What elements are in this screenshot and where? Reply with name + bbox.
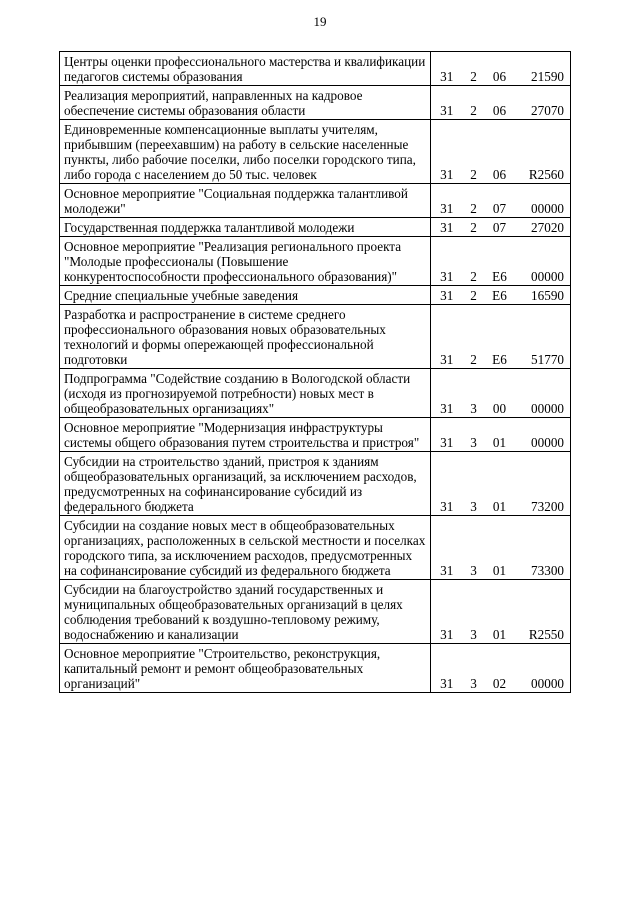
budget-table bbox=[59, 51, 571, 693]
row-name-cell: Основное мероприятие "Реализация регионального проекта "Молодые профессионалы (Повышение конкурентоспособности профессионального образования)" bbox=[60, 237, 431, 286]
table-row bbox=[60, 52, 571, 86]
row-code-gr-cell: 31 bbox=[431, 120, 463, 184]
row-code-gr-cell: 31 bbox=[431, 52, 463, 86]
table-row bbox=[60, 184, 571, 218]
row-code-ps-cell: 07 bbox=[485, 218, 515, 237]
table-row bbox=[60, 286, 571, 305]
table-row bbox=[60, 452, 571, 516]
row-code-pr-cell: 2 bbox=[463, 184, 485, 218]
row-code-gr-cell: 31 bbox=[431, 418, 463, 452]
row-code-pr-cell: 2 bbox=[463, 218, 485, 237]
row-name-cell: Основное мероприятие "Строительство, реконструкция, капитальный ремонт и ремонт общеобразовательных организаций" bbox=[60, 644, 431, 693]
row-code-ps-cell: Е6 bbox=[485, 286, 515, 305]
row-code-cs-cell: R2550 bbox=[515, 580, 571, 644]
row-name-cell: Подпрограмма "Содействие созданию в Вологодской области (исходя из прогнозируемой потребности) новых мест в общеобразовательных организациях" bbox=[60, 369, 431, 418]
row-code-cs-cell: 21590 bbox=[515, 52, 571, 86]
row-code-ps-cell: 01 bbox=[485, 516, 515, 580]
row-code-ps-cell: 01 bbox=[485, 452, 515, 516]
row-code-pr-cell: 2 bbox=[463, 52, 485, 86]
table-row bbox=[60, 237, 571, 286]
table-row bbox=[60, 580, 571, 644]
row-code-gr-cell: 31 bbox=[431, 184, 463, 218]
row-code-pr-cell: 3 bbox=[463, 452, 485, 516]
table-row bbox=[60, 516, 571, 580]
row-code-pr-cell: 2 bbox=[463, 86, 485, 120]
table-row bbox=[60, 218, 571, 237]
table-row bbox=[60, 305, 571, 369]
row-code-gr-cell: 31 bbox=[431, 580, 463, 644]
row-code-pr-cell: 3 bbox=[463, 644, 485, 693]
row-name-cell: Разработка и распространение в системе среднего профессионального образования новых образовательных технологий и формы опережающей профессиональной подготовки bbox=[60, 305, 431, 369]
row-code-ps-cell: 06 bbox=[485, 52, 515, 86]
row-name-cell: Субсидии на создание новых мест в общеобразовательных организациях, расположенных в сельской местности и поселках городского типа, за исключением расходов, предусмотренных на софинансирование субсидий из федерального бюджета bbox=[60, 516, 431, 580]
row-code-cs-cell: 51770 bbox=[515, 305, 571, 369]
row-code-cs-cell: 00000 bbox=[515, 418, 571, 452]
row-code-ps-cell: 06 bbox=[485, 86, 515, 120]
row-name-cell: Единовременные компенсационные выплаты учителям, прибывшим (переехавшим) на работу в сельские населенные пункты, либо рабочие поселки, либо поселки городского типа, либо города с населением до 50 тыс. человек bbox=[60, 120, 431, 184]
row-code-ps-cell: 01 bbox=[485, 418, 515, 452]
row-code-ps-cell: 00 bbox=[485, 369, 515, 418]
row-code-pr-cell: 2 bbox=[463, 286, 485, 305]
row-code-cs-cell: 00000 bbox=[515, 184, 571, 218]
row-code-pr-cell: 2 bbox=[463, 237, 485, 286]
row-code-pr-cell: 3 bbox=[463, 516, 485, 580]
table-row bbox=[60, 369, 571, 418]
row-code-ps-cell: 01 bbox=[485, 580, 515, 644]
row-code-ps-cell: 06 bbox=[485, 120, 515, 184]
row-code-cs-cell: 00000 bbox=[515, 237, 571, 286]
row-code-gr-cell: 31 bbox=[431, 305, 463, 369]
row-code-gr-cell: 31 bbox=[431, 644, 463, 693]
row-code-ps-cell: 07 bbox=[485, 184, 515, 218]
row-code-ps-cell: Е6 bbox=[485, 237, 515, 286]
row-name-cell: Средние специальные учебные заведения bbox=[60, 286, 431, 305]
row-name-cell: Основное мероприятие "Социальная поддержка талантливой молодежи" bbox=[60, 184, 431, 218]
row-code-ps-cell: Е6 bbox=[485, 305, 515, 369]
row-code-cs-cell: 73200 bbox=[515, 452, 571, 516]
row-code-cs-cell: 27070 bbox=[515, 86, 571, 120]
row-code-pr-cell: 2 bbox=[463, 305, 485, 369]
row-code-cs-cell: 00000 bbox=[515, 369, 571, 418]
row-code-gr-cell: 31 bbox=[431, 369, 463, 418]
row-code-gr-cell: 31 bbox=[431, 86, 463, 120]
table-row bbox=[60, 418, 571, 452]
row-code-cs-cell: 16590 bbox=[515, 286, 571, 305]
row-code-pr-cell: 3 bbox=[463, 369, 485, 418]
row-code-pr-cell: 3 bbox=[463, 580, 485, 644]
table-row bbox=[60, 120, 571, 184]
row-name-cell: Субсидии на благоустройство зданий государственных и муниципальных общеобразовательных организаций в целях соблюдения требований к воздушно-тепловому режиму, водоснабжению и канализации bbox=[60, 580, 431, 644]
row-code-gr-cell: 31 bbox=[431, 218, 463, 237]
row-code-cs-cell: R2560 bbox=[515, 120, 571, 184]
row-code-cs-cell: 73300 bbox=[515, 516, 571, 580]
row-code-cs-cell: 00000 bbox=[515, 644, 571, 693]
row-code-cs-cell: 27020 bbox=[515, 218, 571, 237]
page-number: 19 bbox=[313, 14, 327, 29]
row-name-cell: Субсидии на строительство зданий, пристроя к зданиям общеобразовательных организаций, за исключением расходов, предусмотренных на софинансирование субсидий из федерального бюджета bbox=[60, 452, 431, 516]
row-name-cell: Основное мероприятие "Модернизация инфраструктуры системы общего образования путем строительства и пристроя" bbox=[60, 418, 431, 452]
row-code-gr-cell: 31 bbox=[431, 452, 463, 516]
row-code-gr-cell: 31 bbox=[431, 286, 463, 305]
row-code-pr-cell: 2 bbox=[463, 120, 485, 184]
row-name-cell: Реализация мероприятий, направленных на кадровое обеспечение системы образования области bbox=[60, 86, 431, 120]
table-row bbox=[60, 86, 571, 120]
row-code-pr-cell: 3 bbox=[463, 418, 485, 452]
row-code-ps-cell: 02 bbox=[485, 644, 515, 693]
row-code-gr-cell: 31 bbox=[431, 516, 463, 580]
row-name-cell: Центры оценки профессионального мастерства и квалификации педагогов системы образования bbox=[60, 52, 431, 86]
row-name-cell: Государственная поддержка талантливой молодежи bbox=[60, 218, 431, 237]
table-row bbox=[60, 644, 571, 693]
row-code-gr-cell: 31 bbox=[431, 237, 463, 286]
